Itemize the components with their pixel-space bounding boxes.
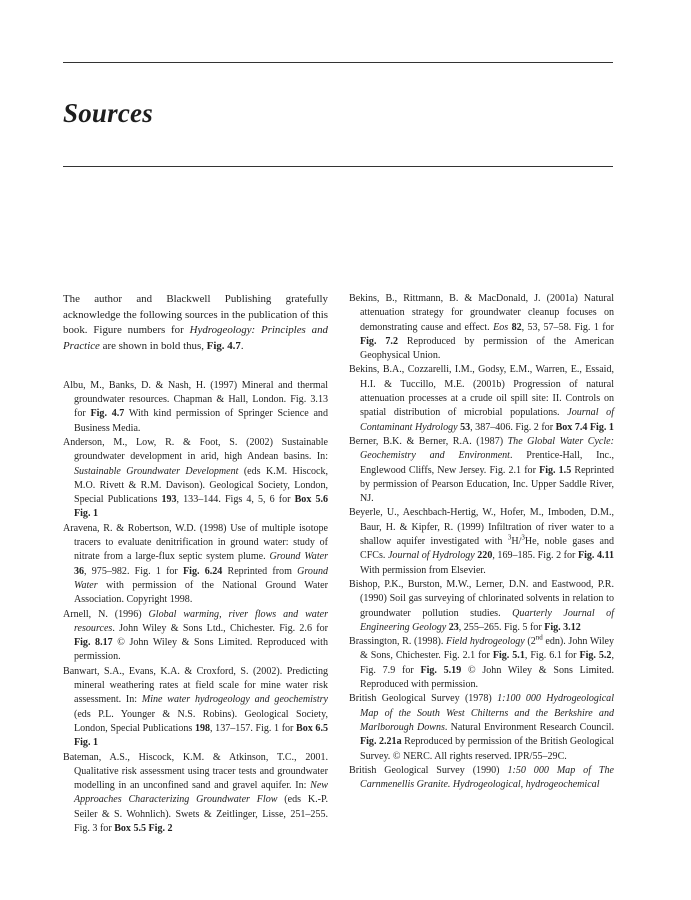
text-run: Fig. 2.21a <box>360 736 402 748</box>
text-run: Box 6.5 Fig. 1 <box>74 722 328 749</box>
text-run: © John Wiley & Sons Limited. Reproduced with permission. <box>360 664 614 691</box>
reference-entry <box>349 692 614 763</box>
text-run: 23 <box>448 621 459 633</box>
text-run: nd <box>535 633 543 642</box>
text-run: (eds P.L. Younger & N.S. Robins). Geological Society, London, Special Publications <box>74 708 328 734</box>
text-run: with permission of the National Ground Water Association. Copyright 1998. <box>74 579 328 606</box>
reference-entry <box>63 608 328 665</box>
text-run: Reprinted from <box>222 565 298 577</box>
text-run: 1:100 000 Hydrogeological Map of the South West Chilterns and the Berkshire and Marlborough Downs <box>360 693 614 733</box>
text-run: Fig. 5.19 <box>420 664 462 676</box>
text-run: Anderson, M., Low, R. & Foot, S. (2002) Sustainable groundwater development in arid, high Andean basins. In: <box>63 437 328 463</box>
text-run: Arnell, N. (1996) <box>63 608 149 620</box>
text-run: Sustainable Groundwater Development <box>74 465 239 477</box>
text-run: With kind permission of Springer Science and Business Media. <box>74 408 328 434</box>
text-run: . Prentice-Hall, Inc., Englewood Cliffs, New Jersey. Fig. 2.1 for <box>360 450 614 476</box>
text-run: 193 <box>161 494 177 506</box>
text-run: Bekins, B.A., Cozzarelli, I.M., Godsy, E.M., Warren, E., Essaid, H.I. & Tuccillo, M.E. (2001b) Progression of natural attenuation processes at a crude oil spill site: II. Controls on spatial distribution of microbial populations. <box>349 364 614 419</box>
text-run: Quarterly Journal of Engineering Geology <box>360 607 614 633</box>
text-run: , 137–157. Fig. 1 for <box>210 722 297 734</box>
text-run: British Geological Survey (1978) <box>349 693 498 705</box>
text-run: , 975–982. Fig. 1 for <box>84 565 184 577</box>
text-run: Beyerle, U., Aeschbach-Hertig, W., Hofer, M., Imboden, D.M., Baur, H. & Kipfer, R. (1999) Infiltration of river water to a shallow aquifer investigated with <box>349 507 614 548</box>
reference-entry <box>349 363 614 434</box>
text-run: edn). John Wiley & Sons, Chichester. Fig. 2.1 for <box>360 636 615 662</box>
reference-entry <box>63 379 328 436</box>
text-run: Berner, B.K. & Berner, R.A. (1987) <box>349 435 508 447</box>
text-run: Hydrogeology: Principles and Practice <box>63 324 328 353</box>
text-run: , Fig. 7.9 for <box>360 650 614 676</box>
reference-entry <box>63 436 328 522</box>
text-run: 1:50 000 Map of The Carnmenellis Granite. Hydrogeological, hydrogeochemical <box>360 764 614 791</box>
text-run: Banwart, S.A., Evans, K.A. & Croxford, S. (2002). Predicting mineral weathering rates at field scale for mine water risk assessment. In: <box>63 665 328 706</box>
text-run: . Natural Environment Research Council. <box>444 721 614 733</box>
reference-entry <box>349 764 614 793</box>
text-run: Mine water hydrogeology and geochemistry <box>141 694 328 706</box>
text-run: Box 5.6 Fig. 1 <box>74 494 329 520</box>
top-rule <box>63 62 613 63</box>
text-run: Journal of Hydrology <box>387 550 475 562</box>
text-run: Bishop, P.K., Burston, M.W., Lerner, D.N. and Eastwood, P.R. (1990) Soil gas surveying of chlorinated solvents in relation to groundwater pollution studies. <box>349 578 614 619</box>
text-run: Albu, M., Banks, D. & Nash, H. (1997) Mineral and thermal groundwater resources. Chapman & Hall, London. Fig. 3.13 for <box>63 379 328 420</box>
text-run: 3 <box>507 533 512 542</box>
text-run: The Global Water Cycle: Geochemistry and Environment <box>360 435 614 462</box>
text-run: New Approaches Characterizing Groundwater Flow <box>74 780 328 806</box>
text-run: Eos <box>493 321 509 333</box>
text-run: He, noble gases and CFCs. <box>360 536 614 562</box>
reference-entry <box>63 665 328 751</box>
text-run: . <box>240 340 244 353</box>
reference-entry <box>349 578 614 635</box>
intro-paragraph <box>63 292 328 355</box>
text-run: 220 <box>477 550 493 562</box>
text-run: Fig. 6.24 <box>183 565 223 577</box>
text-run: , 387–406. Fig. 2 for <box>470 421 556 433</box>
reference-entry <box>349 292 614 363</box>
text-run: Reprinted by permission of Pearson Education, Inc. Upper Saddle River, NJ. <box>360 464 614 505</box>
text-run: Global warming, river flows and water resources <box>74 608 328 634</box>
text-run: Reproduced by permission of the American Geophysical Union. <box>360 335 614 362</box>
reference-entry <box>349 435 614 506</box>
text-run: . John Wiley & Sons Ltd., Chichester. Fig. 2.6 for <box>112 622 328 634</box>
text-run: © John Wiley & Sons Limited. Reproduced with permission. <box>74 637 328 663</box>
reference-list-right <box>349 292 614 792</box>
text-run: are shown in bold thus, <box>99 340 207 353</box>
text-run: 3 <box>521 533 525 542</box>
text-run: , 133–144. Figs 4, 5, 6 for <box>176 494 295 506</box>
text-run: Field hydrogeology <box>445 636 525 648</box>
text-run: Reproduced by permission of the British Geological Survey. © NERC. All rights reserved. IPR/55–29C. <box>360 736 614 762</box>
text-run: 53 <box>460 421 471 433</box>
reference-entry <box>349 506 614 577</box>
text-run: , 255–265. Fig. 5 for <box>458 621 545 633</box>
text-run: Fig. 1.5 <box>539 464 572 476</box>
text-run: Bateman, A.S., Hiscock, K.M. & Atkinson, T.C., 2001. Qualitative risk assessment using tracer tests and groundwater modelling in an unconfined sand and gravel aquifer. In: <box>63 751 328 792</box>
text-run: 36 <box>74 565 85 577</box>
text-run: Fig. 4.7 <box>206 340 241 353</box>
text-run: Aravena, R. & Robertson, W.D. (1998) Use of multiple isotope tracers to evaluate denitrification in ground water: study of nitrate from a large-flux septic system plume. <box>63 522 328 563</box>
reference-entry <box>349 635 614 692</box>
text-run: Brassington, R. (1998). <box>349 636 446 648</box>
text-run: Fig. 5.2 <box>579 650 612 662</box>
text-run: The author and Blackwell Publishing gratefully acknowledge the following sources in the publication of this book. Figure numbers for <box>63 293 328 337</box>
reference-list-left <box>63 379 328 837</box>
text-run: Fig. 5.1 <box>492 650 525 662</box>
text-run: , 53, 57–58. Fig. 1 for <box>521 321 614 333</box>
text-run: Journal of Contaminant Hydrology <box>360 407 614 433</box>
text-run: Fig. 4.7 <box>90 408 125 420</box>
left-column <box>63 292 328 836</box>
text-run: H/ <box>511 536 522 548</box>
reference-entry <box>63 751 328 837</box>
text-run: 198 <box>194 722 211 734</box>
text-run: (2 <box>524 636 536 648</box>
right-column <box>349 292 614 792</box>
reference-entry <box>63 522 328 608</box>
text-run: Bekins, B., Rittmann, B. & MacDonald, J. (2001a) Natural attenuation strategy for groundwater cleanup focuses on demonstrating cause and effect. <box>349 293 614 333</box>
text-run: , 169–185. Fig. 2 for <box>492 550 578 562</box>
text-run: Ground Water <box>269 551 328 563</box>
text-run: Fig. 4.11 <box>577 550 614 562</box>
text-run: (eds K.-P. Seiler & S. Wohnlich). Swets & Zeitlinger, Lisse, 251–255. Fig. 3 for <box>74 794 328 835</box>
text-run: Ground Water <box>74 565 329 591</box>
text-run: Box 5.5 Fig. 2 <box>114 823 173 835</box>
text-run: 82 <box>511 321 522 333</box>
text-run: British Geological Survey (1990) <box>349 764 508 776</box>
text-run: Fig. 8.17 <box>74 637 113 649</box>
page-title: Sources <box>63 98 153 128</box>
text-run: With permission from Elsevier. <box>360 564 486 576</box>
text-run: Box 7.4 Fig. 1 <box>555 421 614 433</box>
text-run: , Fig. 6.1 for <box>524 650 580 662</box>
text-run: Fig. 7.2 <box>360 335 398 347</box>
text-run: Fig. 3.12 <box>544 621 581 633</box>
title-bottom-rule <box>63 166 613 167</box>
text-run: (eds K.M. Hiscock, M.O. Rivett & R.M. Davison). Geological Society, London, Special Publications <box>74 465 328 506</box>
